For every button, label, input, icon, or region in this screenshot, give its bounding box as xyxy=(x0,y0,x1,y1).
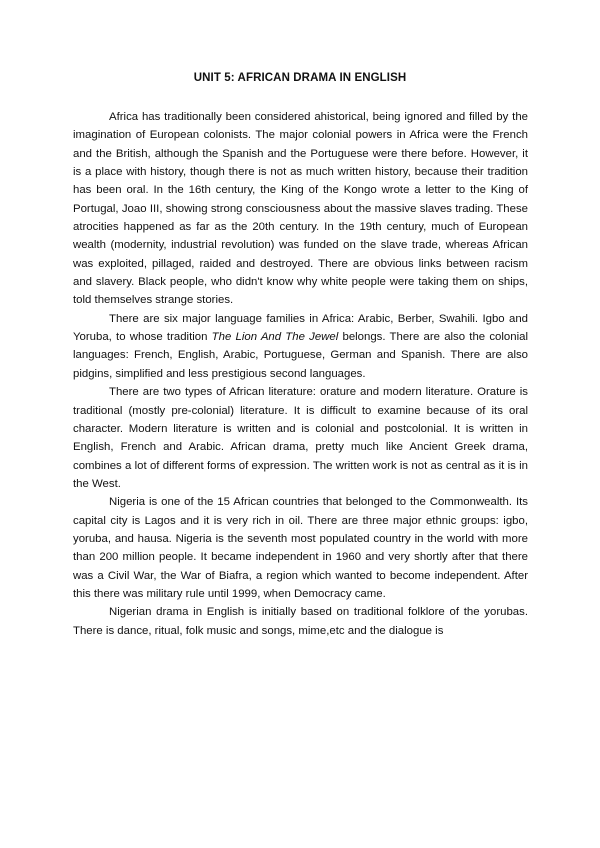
paragraph-literature-types: There are two types of African literature: orature and modern literature. Orature is traditional (mostly pre-colonial) literature. It is difficult to examine because of its oral character. Modern literature is written and is colonial and postcolonial. It is written in English, French and Arabic. African drama, pretty much like Ancient Greek drama, combines a lot of different forms of expression. The written work is not as central as it is in the West. xyxy=(73,386,528,490)
languages-text-before: There are six major language families in Africa: Arabic, Berber, Swahili. Igbo and Yoruba, to whose tradition xyxy=(73,312,528,344)
paragraph-history: Africa has traditionally been considered ahistorical, being ignored and filled by the imagination of European colonists. The major colonial powers in Africa were the French and the British, although the Spanish and the Portuguese were there before. However, it is a place with history, though there is not as much written history, because their tradition has been oral. In the 16th century, the King of the Kongo wrote a letter to the King of Portugal, Joao III, showing strong consciousness about the massive slaves trading. These atrocities happened as far as the 20th century. In the 19th century, much of European wealth (modernity, industrial revolution) was funded on the slave trade, whereas African was exploited, pillaged, raided and destroyed. There are obvious links between racism and slavery. Black people, who didn't know why white people were taking them on ships, told themselves strange stories. xyxy=(73,111,528,307)
paragraph-nigerian-drama: Nigerian drama in English is initially based on traditional folklore of the yorubas. There is dance, ritual, folk music and songs, mime,etc and the dialogue is xyxy=(73,606,528,637)
unit-title: UNIT 5: AFRICAN DRAMA IN ENGLISH xyxy=(193,72,407,84)
document-body xyxy=(73,108,528,640)
paragraph-languages xyxy=(73,310,528,383)
paragraph-nigeria: Nigeria is one of the 15 African countries that belonged to the Commonwealth. Its capital city is Lagos and it is very rich in oil. There are three major ethnic groups: igbo, yoruba, and hausa. Nigeria is the seventh most populated country in the world with more than 200 million people. It became independent in 1960 and very shortly after that there was a Civil War, the War of Biafra, a region which wanted to become independent. After this there was military rule until 1999, when Democracy came. xyxy=(73,496,528,600)
languages-text-after: belongs. There are also the colonial languages: French, English, Arabic, Portuguese, German and Spanish. There are also pidgins, simplified and less prestigious second languages. xyxy=(73,331,528,380)
play-title: The Lion And The Jewel xyxy=(211,331,339,344)
